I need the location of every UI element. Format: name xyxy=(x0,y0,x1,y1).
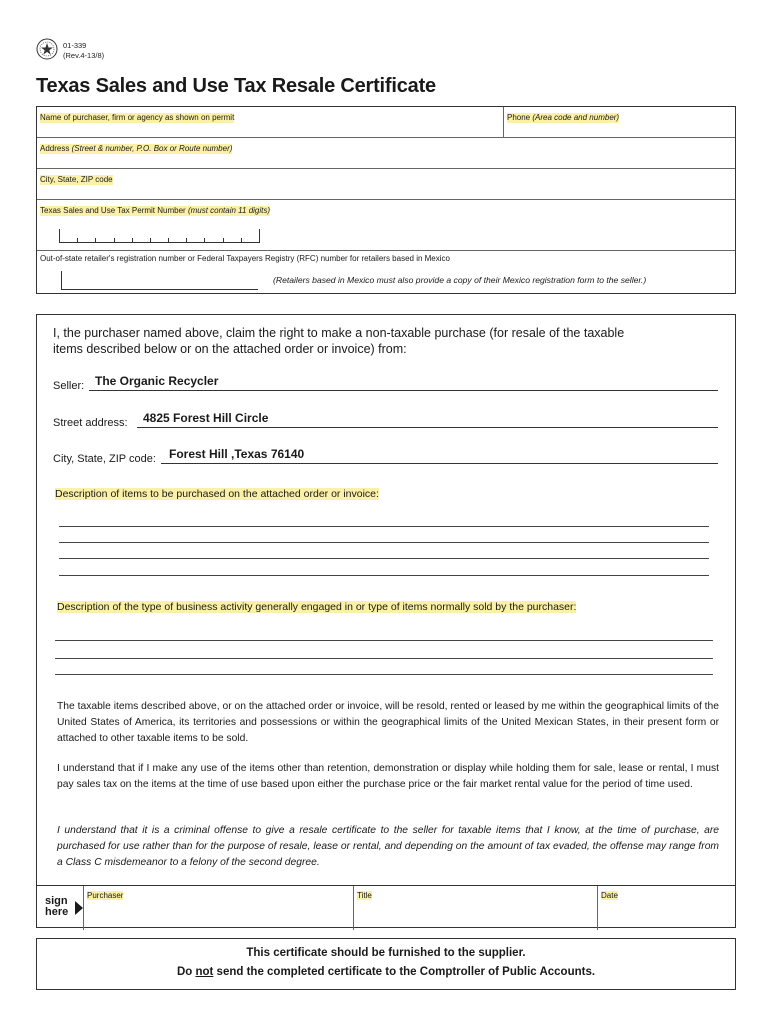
phone-hint: (Area code and number) xyxy=(532,113,620,122)
notice-line1: This certificate should be furnished to the supplier. xyxy=(246,947,526,959)
claim-intro: I, the purchaser named above, claim the right to make a non-taxable purchase (for resale of the taxable items described below or on the attached order or invoice) from: xyxy=(53,326,625,356)
sign-here-icon xyxy=(45,896,68,918)
arrow-right-icon xyxy=(75,901,83,915)
title-label: Title xyxy=(357,891,372,900)
seller-city-underline xyxy=(161,463,718,464)
permit-digit-divider xyxy=(59,229,60,243)
notice-not: not xyxy=(195,966,214,978)
seller-field[interactable] xyxy=(53,375,718,393)
permit-digit-divider xyxy=(114,238,115,243)
seller-street-field[interactable] xyxy=(53,412,718,430)
rfc-number-input[interactable] xyxy=(61,271,258,290)
permit-digit-divider xyxy=(204,238,205,243)
seller-value: The Organic Recycler xyxy=(95,374,219,388)
items-line xyxy=(59,542,709,543)
purchaser-name-field[interactable] xyxy=(40,113,234,123)
seller-street-underline xyxy=(137,427,718,428)
business-description-label: Description of the type of business activity generally engaged in or type of items normally sold by the purchaser: xyxy=(57,601,577,613)
items-line xyxy=(59,575,709,576)
divider xyxy=(37,137,735,138)
permit-digit-divider xyxy=(259,229,260,243)
sign-here-line2: here xyxy=(45,906,69,918)
resale-statement: The taxable items described above, or on the attached order or invoice, will be resold, rented or leased by me within the geographical limits of the United States of America, its territories and possessions or within the geographical limits of the United Mexican States, in their present form or attached to other taxable items to be sold. xyxy=(57,701,719,744)
purchaser-signature-field[interactable] xyxy=(83,886,353,930)
address-hint: (Street & number, P.O. Box or Route number) xyxy=(71,144,233,153)
address-label: Address xyxy=(40,144,70,153)
seller-city-value: Forest Hill ,Texas 76140 xyxy=(169,447,305,461)
seller-street-label: Street address: xyxy=(53,417,128,429)
seller-underline xyxy=(89,390,718,391)
phone-label: Phone xyxy=(507,113,531,122)
permit-number-hint: (must contain 11 digits) xyxy=(187,206,271,215)
notice-line2-end: send the completed certificate to the Comptroller of Public Accounts. xyxy=(213,966,596,978)
divider xyxy=(37,250,735,251)
divider xyxy=(37,168,735,169)
permit-number-label-block xyxy=(40,206,270,216)
signature-row xyxy=(37,885,735,930)
notice-line2-start: Do xyxy=(176,966,196,978)
form-number: 01-339 xyxy=(63,41,87,50)
divider xyxy=(503,107,504,137)
purchaser-info-box xyxy=(36,106,736,294)
seller-city-field[interactable] xyxy=(53,448,718,466)
phone-field[interactable] xyxy=(507,113,619,123)
date-field[interactable] xyxy=(597,886,735,930)
purchaser-city-field[interactable] xyxy=(40,175,113,185)
permit-digit-divider xyxy=(241,238,242,243)
items-line xyxy=(59,526,709,527)
permit-digit-divider xyxy=(168,238,169,243)
items-description-label: Description of items to be purchased on the attached order or invoice: xyxy=(55,488,379,500)
permit-digit-divider xyxy=(223,238,224,243)
purchaser-name-label: Name of purchaser, firm or agency as shown on permit xyxy=(40,113,235,122)
use-tax-statement: I understand that if I make any use of the items other than retention, demonstration or display while holding them for sale, lease or rental, I must pay sales tax on the items at the time of use based upon either the purchase price or the fair market rental value for the period of time used. xyxy=(57,763,719,790)
sign-here-line1: sign xyxy=(45,895,68,907)
form-revision: (Rev.4-13/8) xyxy=(63,51,105,60)
title-field[interactable] xyxy=(353,886,597,930)
items-line xyxy=(59,558,709,559)
permit-digit-divider xyxy=(186,238,187,243)
notice-line2 xyxy=(37,966,735,978)
seller-label: Seller: xyxy=(53,380,85,392)
seller-city-label: City, State, ZIP code: xyxy=(53,453,156,465)
rfc-label: Out-of-state retailer's registration number or Federal Taxpayers Registry (RFC) number for retailers based in Mexico xyxy=(40,254,450,263)
purchaser-city-label: City, State, ZIP code xyxy=(40,175,113,184)
form-number-block xyxy=(63,41,104,61)
permit-number-label: Texas Sales and Use Tax Permit Number xyxy=(40,206,186,215)
rfc-note: (Retailers based in Mexico must also provide a copy of their Mexico registration form to the seller.) xyxy=(273,275,647,285)
criminal-offense-statement: I understand that it is a criminal offense to give a resale certificate to the seller for taxable items that I know, at the time of purchase, are purchased for use rather than for the purpose of resale, lease or rental, and depending on the amount of tax evaded, the offense may range from a Class C misdemeanor to a felony of the second degree. xyxy=(57,825,719,868)
texas-seal-icon xyxy=(36,38,58,60)
permit-digit-divider xyxy=(95,238,96,243)
business-line xyxy=(55,658,713,659)
permit-number-input[interactable] xyxy=(59,229,259,243)
divider xyxy=(37,199,735,200)
purchaser-label: Purchaser xyxy=(87,891,124,900)
permit-digit-divider xyxy=(132,238,133,243)
business-line xyxy=(55,640,713,641)
permit-digit-divider xyxy=(77,238,78,243)
permit-baseline xyxy=(59,242,259,243)
resale-claim-box xyxy=(36,314,736,928)
permit-digit-divider xyxy=(150,238,151,243)
page-title: Texas Sales and Use Tax Resale Certificate xyxy=(36,75,436,97)
date-label: Date xyxy=(601,891,618,900)
address-field[interactable] xyxy=(40,144,232,154)
seller-street-value: 4825 Forest Hill Circle xyxy=(143,411,269,425)
business-line xyxy=(55,674,713,675)
notice-box xyxy=(36,938,736,990)
